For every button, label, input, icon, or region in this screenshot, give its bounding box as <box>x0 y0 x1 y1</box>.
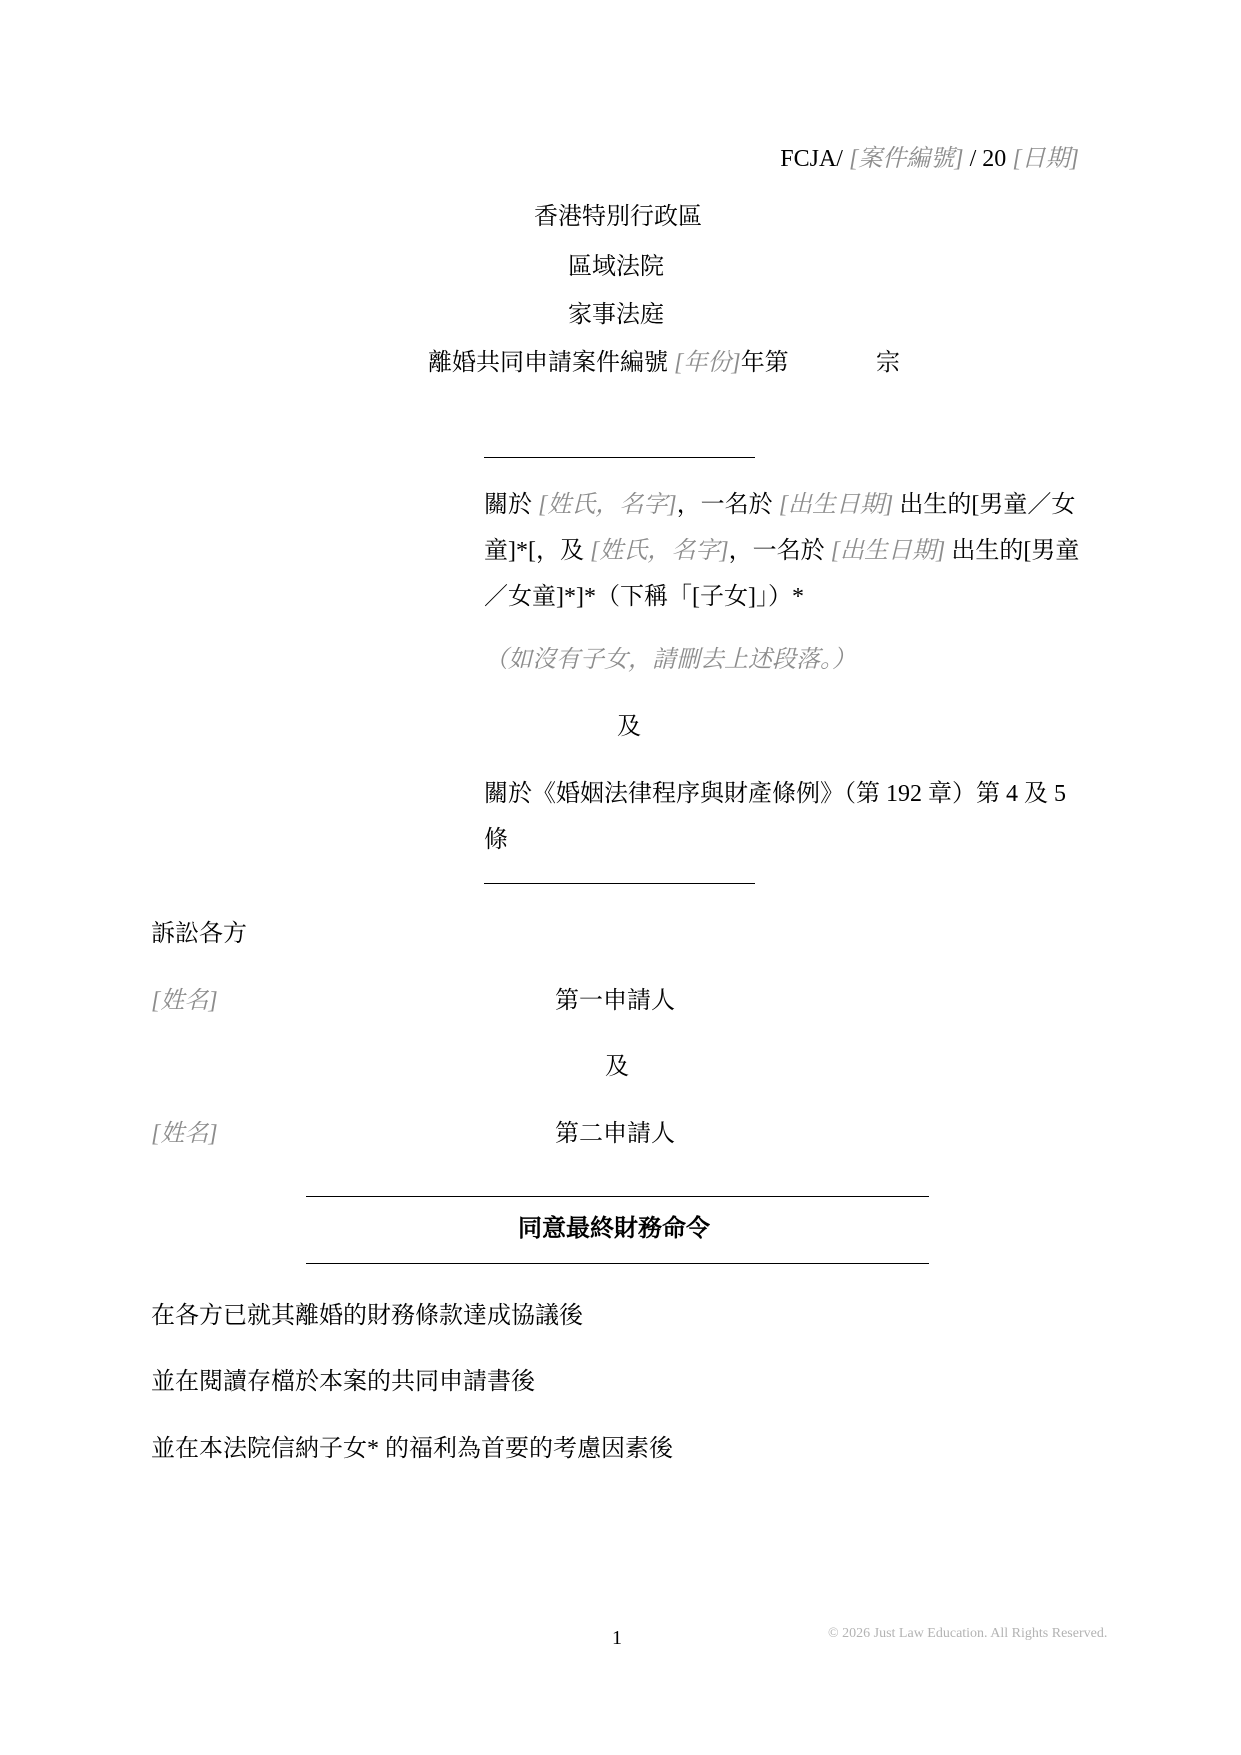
order-title: 同意最終財務命令 <box>518 1216 710 1242</box>
first-applicant-role: 第一申請人 <box>555 988 675 1014</box>
children-text-3: 出生的[男童／女童]*[，及 <box>484 492 1076 564</box>
court-division: 家事法庭 <box>568 302 664 328</box>
recital-1: 在各方已就其離婚的財務條款達成協議後 <box>151 1303 583 1329</box>
children-text-2: ，一名於 <box>676 492 779 518</box>
children-text-4: ，一名於 <box>728 538 831 564</box>
case-number-line <box>428 347 789 379</box>
recital-2: 並在閱讀存檔於本案的共同申請書後 <box>151 1369 535 1395</box>
child-dob-placeholder-2[interactable]: [出生日期] <box>830 538 946 564</box>
court-name: 區域法院 <box>568 254 664 280</box>
child-name-placeholder-1[interactable]: [姓氏，名字] <box>538 492 677 518</box>
ordinance-paragraph: 關於《婚姻法律程序與財產條例》（第 192 章）第 4 及 5 條 <box>484 781 1066 853</box>
year-placeholder[interactable]: [年份] <box>674 350 741 376</box>
case-ref-prefix: FCJA/ <box>780 146 849 172</box>
recital-3: 並在本法院信納子女* 的福利為首要的考慮因素後 <box>151 1436 673 1462</box>
child-dob-placeholder-1[interactable]: [出生日期] <box>778 492 894 518</box>
parties-heading: 訴訟各方 <box>151 921 247 947</box>
delete-note: （如沒有子女，請刪去上述段落。） <box>484 647 856 673</box>
title-rule-bottom <box>306 1263 929 1264</box>
child-name-placeholder-2[interactable]: [姓氏，名字] <box>589 538 729 564</box>
court-jurisdiction: 香港特別行政區 <box>534 204 702 230</box>
first-applicant-name-placeholder[interactable]: [姓名] <box>151 988 218 1014</box>
second-applicant-name-placeholder[interactable]: [姓名] <box>151 1121 218 1147</box>
and-connector: 及 <box>617 714 641 740</box>
children-text-1: 關於 <box>484 492 538 518</box>
date-placeholder[interactable]: [日期] <box>1012 146 1079 172</box>
children-paragraph <box>484 482 1094 620</box>
case-number-placeholder[interactable]: [案件編號] <box>848 146 964 172</box>
case-number-suffix: 年第 <box>740 350 789 376</box>
children-text-5: 出生的[男童／女童]*]*（下稱「[子女]」）* <box>484 538 1080 610</box>
divider-top <box>484 457 755 458</box>
copyright-notice: © 2026 Just Law Education. All Rights Reserved. <box>828 1626 1108 1641</box>
page-number: 1 <box>612 1627 622 1649</box>
parties-and: 及 <box>605 1054 629 1080</box>
case-reference <box>780 143 1079 175</box>
second-applicant-role: 第二申請人 <box>555 1121 675 1147</box>
case-ref-middle: / 20 <box>963 146 1013 172</box>
divider-middle <box>484 883 755 884</box>
case-number-label: 離婚共同申請案件編號 <box>428 350 674 376</box>
case-number-end: 宗 <box>876 350 900 376</box>
title-rule-top <box>306 1196 929 1197</box>
